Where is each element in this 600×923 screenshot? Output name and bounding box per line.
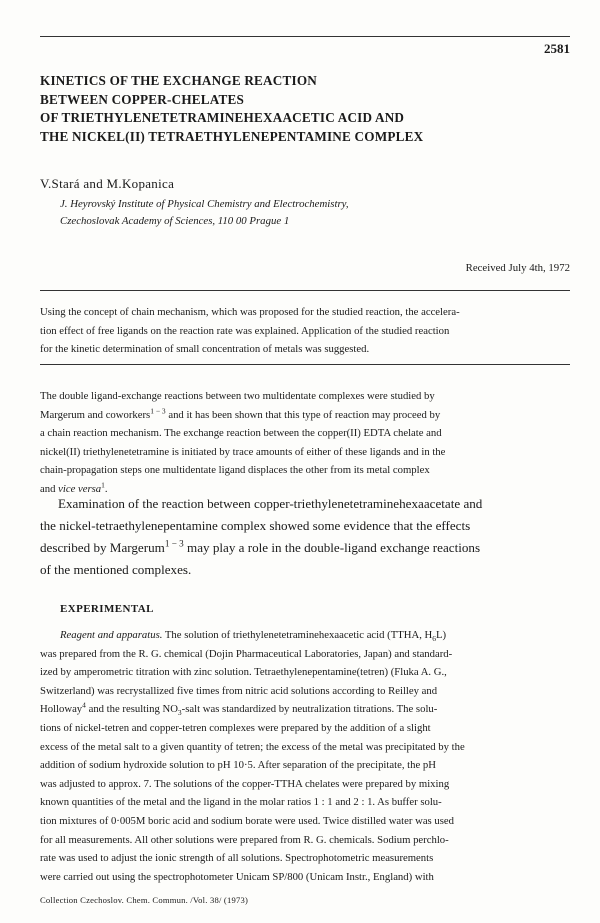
intro-paragraph: [40, 387, 570, 499]
text-line: a chain reaction mechanism. The exchange reaction between the copper(II) EDTA chelate and: [40, 427, 442, 440]
authors: V.Stará and M.Kopanica: [40, 176, 175, 191]
header-rule: [40, 36, 570, 37]
citation-ref: 1 − 3: [150, 406, 166, 416]
text-line: [40, 537, 570, 559]
title-line: OF TRIETHYLENETETRAMINEHEXAACETIC ACID AND: [40, 110, 405, 125]
citation-ref: 1: [101, 480, 105, 490]
title-line: BETWEEN COPPER-CHELATES: [40, 91, 245, 107]
text-line: Examination of the reaction between copper-triethylenetetraminehexaacetate and: [58, 496, 483, 511]
subscript: 3: [177, 708, 182, 718]
text-line: of the mentioned complexes.: [40, 562, 192, 577]
text-line: rate was used to adjust the ionic strength of all solutions. Spectrophotometric measurements: [40, 852, 434, 865]
title-line: THE NICKEL(II) TETRAETHYLENEPENTAMINE COMPLEX: [40, 128, 424, 144]
text-run: The solution of triethylenetetraminehexaacetic acid (TTHA, H: [162, 629, 433, 641]
affiliation-line: Czechoslovak Academy of Sciences, 110 00 Prague 1: [60, 215, 290, 227]
text-run: and it has been shown that this type of reaction may proceed by: [165, 408, 441, 421]
page-number: 2581: [544, 41, 570, 56]
text-line: was prepared from the R. G. chemical (Dojin Pharmaceutical Laboratories, Japan) and standard-: [40, 647, 453, 660]
text-line: addition of sodium hydroxide solution to pH 10·5. After separation of the precipitate, the pH: [40, 759, 436, 772]
text-line: [40, 406, 570, 425]
text-line: nickel(II) triethylenetetramine is initiated by trace amounts of either of these ligands and in the: [40, 445, 446, 458]
abstract-bottom-rule: [40, 364, 570, 365]
abstract-top-rule: [40, 290, 570, 291]
text-line: The double ligand-exchange reactions between two multidentate complexes were studied by: [40, 390, 435, 402]
text-line: known quantities of the metal and the ligand in the molar ratios 1 : 1 and 2 : 1. As buffer solu-: [40, 796, 442, 809]
text-run: -salt was standardized by neutralization titrations. The solu-: [181, 703, 438, 716]
text-run: Margerum and coworkers: [40, 408, 151, 421]
text-line: Switzerland) was recrystallized five times from nitric acid solutions according to Reilley and: [40, 684, 438, 697]
text-line: for all measurements. All other solutions were prepared from R. G. chemicals. Sodium perchlo-: [40, 833, 449, 846]
text-line: [40, 626, 572, 645]
text-line: were carried out using the spectrophotometer Unicam SP/800 (Unicam Instr., England) with: [40, 870, 434, 883]
article-title: [40, 72, 560, 146]
text-line: ized by amperometric titration with zinc solution. Tetraethylenepentamine(tetren) (Fluka A. G.,: [40, 666, 447, 679]
italic-run: Reagent and apparatus.: [60, 629, 163, 641]
abstract-line: for the kinetic determination of small concentration of metals was suggested.: [40, 343, 370, 355]
text-run: .: [104, 482, 108, 495]
experimental-paragraph: [40, 626, 572, 886]
text-line: the nickel-tetraethylenepentamine complex showed some evidence that the effects: [40, 518, 471, 533]
text-line: [40, 700, 572, 719]
abstract-line: tion effect of free ligands on the reaction rate was explained. Application of the studied reaction: [40, 324, 450, 337]
section-heading: EXPERIMENTAL: [60, 603, 154, 615]
text-line: tion mixtures of 0·005M boric acid and sodium borate were used. Twice distilled water was used: [40, 814, 454, 827]
title-line: KINETICS OF THE EXCHANGE REACTION: [40, 73, 317, 88]
text-run: L): [436, 629, 447, 641]
text-run: may play a role in the double-ligand exchange reactions: [183, 540, 481, 555]
citation-ref: 1 − 3: [164, 538, 184, 549]
subscript: 6: [432, 634, 437, 644]
abstract: [40, 303, 570, 359]
text-line: chain-propagation steps one multidentate ligand displaces the other from its metal complex: [40, 464, 430, 477]
text-run: described by Margerum: [40, 540, 165, 555]
journal-footer: Collection Czechoslov. Chem. Commun. /Vol. 38/ (1973): [40, 895, 249, 905]
received-date: Received July 4th, 1972: [465, 262, 570, 274]
text-line: was adjusted to approx. 7. The solutions of the copper-TTHA chelates were prepared by mixing: [40, 777, 450, 790]
text-run: Holloway: [40, 703, 83, 716]
text-run: and: [40, 482, 59, 495]
aim-paragraph: [40, 493, 570, 581]
text-line: excess of the metal salt to a given quantity of tetren; the excess of the metal was precipitated by the: [40, 740, 465, 753]
abstract-line: Using the concept of chain mechanism, which was proposed for the studied reaction, the accelera-: [40, 306, 460, 318]
text-run: and the resulting NO: [85, 703, 178, 716]
italic-run: vice versa: [58, 482, 102, 495]
affiliation: [60, 196, 349, 230]
affiliation-line: J. Heyrovský Institute of Physical Chemistry and Electrochemistry,: [60, 198, 349, 210]
citation-ref: 4: [82, 700, 86, 710]
text-line: tions of nickel-tetren and copper-tetren complexes were prepared by the addition of a slight: [40, 721, 431, 734]
